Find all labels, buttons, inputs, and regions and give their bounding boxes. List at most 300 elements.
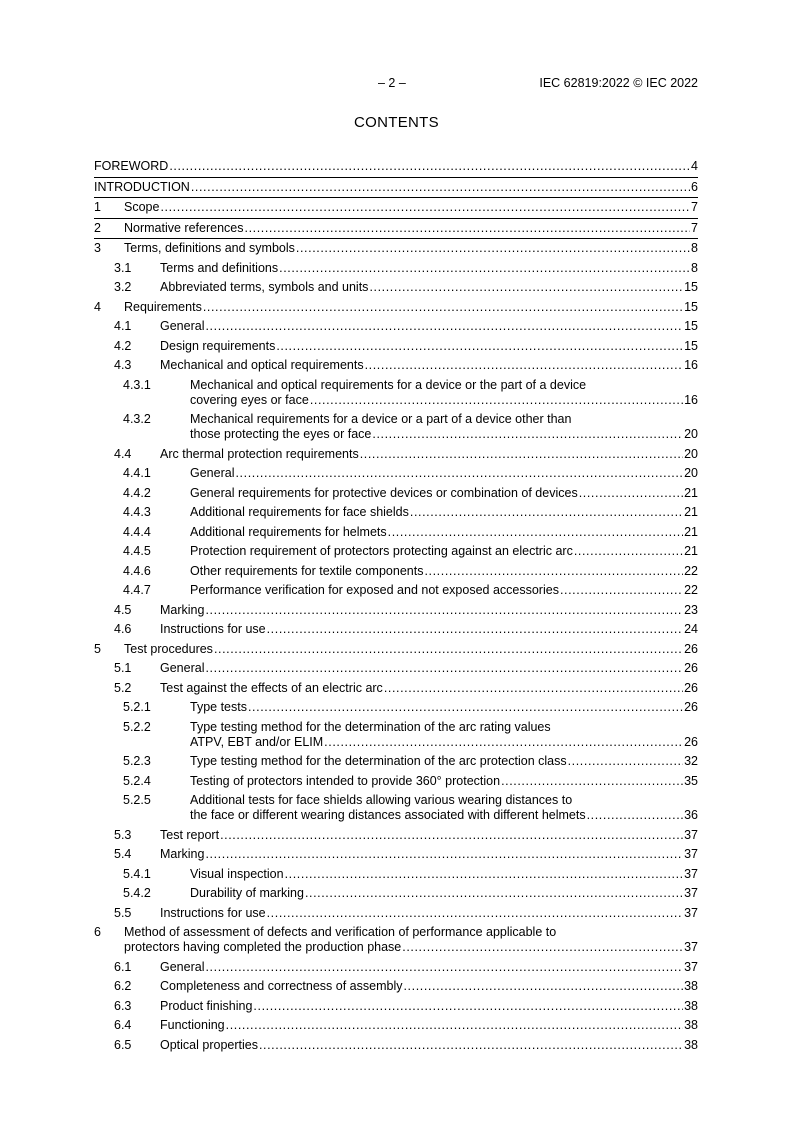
toc-entry-body — [190, 886, 698, 901]
toc-entry[interactable] — [94, 640, 698, 660]
toc-entry-number: 4.4.6 — [123, 563, 151, 578]
toc-entry[interactable] — [94, 679, 698, 699]
toc-entry[interactable] — [94, 698, 698, 718]
toc-entry-body — [190, 412, 698, 442]
toc-entry-title: General — [160, 319, 205, 333]
toc-entry-body — [160, 1018, 698, 1033]
toc-entry-leader-line — [190, 427, 698, 442]
toc-entry-number: 4.4 — [114, 446, 132, 461]
toc-entry-leader-line — [160, 261, 698, 276]
toc-entry-body — [160, 358, 698, 373]
toc-entry-number: 4.6 — [114, 622, 132, 636]
toc-entry-page: 4 — [691, 159, 698, 173]
toc-entry-body — [160, 906, 698, 921]
toc-entry-page: 37 — [684, 847, 698, 861]
toc-entry-leader-line — [190, 735, 698, 750]
toc-entry-page: 6 — [691, 179, 698, 194]
toc-entry-body — [190, 486, 698, 501]
toc-entry[interactable] — [94, 376, 698, 411]
toc-entry-title: Type tests — [190, 700, 247, 714]
toc-entry-title: Terms and definitions — [160, 260, 279, 275]
toc-entry-title: Test against the effects of an electric arc — [160, 680, 383, 695]
dot-leader — [191, 180, 690, 195]
toc-entry-number: 5.2.5 — [123, 793, 151, 807]
dot-leader — [384, 681, 683, 696]
dot-leader — [276, 339, 683, 354]
toc-entry-title: Visual inspection — [190, 866, 284, 881]
dot-leader — [203, 300, 683, 315]
toc-entry-title: the face or different wearing distances associated with different helmets — [190, 808, 586, 822]
toc-entry-title-line1: Method of assessment of defects and verification of performance applicable to — [124, 925, 557, 939]
toc-entry-title-line1: Mechanical and optical requirements for a device or the part of a device — [190, 377, 587, 392]
toc-entry-leader-line — [124, 940, 698, 955]
toc-entry-leader-line — [94, 159, 698, 174]
toc-entry-number: 4.3.2 — [123, 412, 151, 426]
toc-entry-number: 4.3.1 — [123, 377, 151, 392]
toc-entry-page: 20 — [684, 446, 698, 461]
toc-entry[interactable] — [94, 410, 698, 445]
dot-leader — [369, 280, 683, 295]
toc-entry-leader-line — [190, 393, 698, 408]
toc-entry[interactable] — [94, 198, 698, 219]
toc-entry-body — [190, 583, 698, 598]
toc-entry[interactable] — [94, 620, 698, 640]
toc-entry-leader-line — [190, 525, 698, 540]
toc-entry-body — [124, 300, 698, 315]
toc-entry-leader-line — [124, 200, 698, 215]
toc-entry-number: 4.3 — [114, 358, 132, 372]
toc-entry-title: Product finishing — [160, 998, 253, 1013]
toc-entry-leader-line — [160, 906, 698, 921]
toc-entry-leader-line — [160, 1018, 698, 1033]
toc-entry-body — [160, 1038, 698, 1053]
toc-entry-number: 6.5 — [114, 1037, 132, 1052]
toc-entry[interactable] — [94, 219, 698, 240]
toc-entry-page: 15 — [684, 299, 698, 314]
toc-entry-page: 21 — [684, 505, 698, 519]
toc-entry-leader-line — [160, 979, 698, 994]
dot-leader — [574, 544, 683, 559]
toc-entry-body — [160, 603, 698, 618]
toc-entry-body — [160, 828, 698, 843]
page-title: CONTENTS — [354, 114, 439, 131]
toc-entry[interactable] — [94, 581, 698, 601]
toc-entry-page: 8 — [691, 241, 698, 255]
toc-entry-page: 21 — [684, 524, 698, 539]
dot-leader — [560, 583, 683, 598]
dot-leader — [205, 847, 683, 862]
toc-entry[interactable] — [94, 157, 698, 178]
dot-leader — [501, 774, 683, 789]
toc-entry[interactable] — [94, 997, 698, 1017]
dot-leader — [205, 661, 683, 676]
toc-entry-number: 4.4.7 — [123, 583, 151, 597]
toc-entry-page: 37 — [684, 827, 698, 842]
toc-entry[interactable] — [94, 178, 698, 199]
toc-entry-leader-line — [190, 808, 698, 823]
toc-entry-page: 15 — [684, 280, 698, 294]
toc-entry-title-line1: Additional tests for face shields allowing various wearing distances to — [190, 793, 573, 807]
toc-entry-number: 3.1 — [114, 260, 132, 275]
toc-entry-page: 20 — [684, 466, 698, 480]
toc-entry[interactable] — [94, 298, 698, 318]
toc-entry-title: Arc thermal protection requirements — [160, 446, 359, 461]
toc-entry-page: 7 — [691, 200, 698, 214]
dot-leader — [169, 159, 690, 174]
dot-leader — [205, 319, 683, 334]
toc-entry-title: Marking — [160, 847, 205, 861]
toc-entry-number: 4 — [94, 299, 101, 314]
toc-entry[interactable] — [94, 752, 698, 772]
dot-leader — [388, 525, 683, 540]
toc-entry-page: 36 — [684, 808, 698, 822]
dot-leader — [424, 564, 683, 579]
toc-entry[interactable] — [94, 259, 698, 279]
toc-entry-page: 35 — [684, 773, 698, 788]
toc-entry-page: 16 — [684, 358, 698, 372]
toc-entry-page: 20 — [684, 427, 698, 441]
toc-entry-title: Terms, definitions and symbols — [124, 241, 295, 255]
toc-entry-body — [160, 319, 698, 334]
toc-entry-body — [124, 925, 698, 955]
toc-entry[interactable] — [94, 904, 698, 924]
toc-entry-leader-line — [190, 564, 698, 579]
toc-entry-title: Normative references — [124, 220, 244, 235]
toc-entry-leader-line — [190, 886, 698, 901]
toc-entry-page: 38 — [684, 979, 698, 993]
toc-entry[interactable] — [94, 923, 698, 958]
toc-entry-leader-line — [190, 700, 698, 715]
dot-leader — [568, 754, 684, 769]
toc-entry-page: 37 — [684, 866, 698, 881]
toc-entry-number: 5.2.1 — [123, 700, 151, 714]
toc-entry-title: Additional requirements for helmets — [190, 524, 387, 539]
toc-entry-title: Additional requirements for face shields — [190, 505, 409, 519]
toc-entry-body — [160, 447, 698, 462]
toc-entry[interactable] — [94, 542, 698, 562]
toc-entry-page: 15 — [684, 319, 698, 333]
toc-entry[interactable] — [94, 239, 698, 259]
toc-entry-body — [190, 505, 698, 520]
toc-entry-page: 21 — [684, 485, 698, 500]
dot-leader — [372, 427, 683, 442]
toc-entry[interactable] — [94, 317, 698, 337]
toc-entry-number: 5.5 — [114, 905, 132, 920]
dot-leader — [365, 358, 684, 373]
toc-entry-number: 5 — [94, 641, 101, 656]
toc-entry-title: Test procedures — [124, 641, 213, 656]
dot-leader — [305, 886, 683, 901]
toc-entry-body — [160, 622, 698, 637]
toc-entry-title: Test report — [160, 827, 220, 842]
toc-entry-page: 37 — [684, 940, 698, 954]
toc-entry-number: 4.4.2 — [123, 485, 151, 500]
toc-entry-page: 37 — [684, 959, 698, 974]
toc-entry-body — [190, 793, 698, 823]
toc-entry[interactable] — [94, 601, 698, 621]
toc-entry-title: covering eyes or face — [190, 392, 309, 407]
dot-leader — [259, 1038, 683, 1053]
toc-entry-leader-line — [160, 358, 698, 373]
toc-entry-number: 4.4.5 — [123, 544, 151, 558]
toc-entry-title: ATPV, EBT and/or ELIM — [190, 734, 324, 749]
dot-leader — [160, 200, 690, 215]
toc-entry[interactable] — [94, 445, 698, 465]
toc-entry-number: 6.4 — [114, 1018, 132, 1032]
toc-entry-title: Marking — [160, 602, 205, 617]
toc-entry-title-line1: Mechanical requirements for a device or a part of a device other than — [190, 412, 572, 426]
toc-entry-page: 24 — [684, 622, 698, 636]
toc-entry[interactable] — [94, 791, 698, 826]
toc-entry[interactable] — [94, 659, 698, 679]
dot-leader — [205, 960, 683, 975]
toc-entry-body — [190, 378, 698, 408]
toc-entry-title: Durability of marking — [190, 886, 304, 900]
toc-entry-body — [160, 960, 698, 975]
toc-entry-page: 26 — [684, 641, 698, 656]
toc-entry-leader-line — [94, 180, 698, 195]
toc-entry-title: Scope — [124, 200, 160, 214]
toc-entry-title: Design requirements — [160, 338, 276, 353]
toc-entry[interactable] — [94, 772, 698, 792]
toc-entry-page: 38 — [684, 998, 698, 1013]
toc-entry-number: 4.4.1 — [123, 466, 151, 480]
toc-entry-number: 4.4.3 — [123, 505, 151, 519]
toc-entry-leader-line — [160, 280, 698, 295]
toc-entry-title: protectors having completed the production phase — [124, 940, 402, 954]
toc-entry-leader-line — [124, 241, 698, 256]
toc-entry-title: Testing of protectors intended to provide 360° protection — [190, 773, 501, 788]
toc-entry[interactable] — [94, 562, 698, 582]
toc-entry-leader-line — [124, 300, 698, 315]
toc-entry-body — [160, 999, 698, 1014]
toc-entry-leader-line — [160, 603, 698, 618]
toc-entry-body — [160, 847, 698, 862]
toc-entry-body — [160, 280, 698, 295]
toc-entry-leader-line — [190, 466, 698, 481]
toc-entry-page: 38 — [684, 1018, 698, 1032]
toc-entry-title: Instructions for use — [160, 905, 266, 920]
toc-entry-leader-line — [190, 774, 698, 789]
dot-leader — [310, 393, 683, 408]
toc-entry-page: 37 — [684, 905, 698, 920]
dot-leader — [324, 735, 683, 750]
toc-entry-leader-line — [190, 486, 698, 501]
dot-leader — [245, 221, 691, 236]
toc-entry-page: 23 — [684, 602, 698, 617]
toc-entry[interactable] — [94, 503, 698, 523]
toc-entry-number: 4.5 — [114, 602, 132, 617]
toc-entry[interactable] — [94, 977, 698, 997]
toc-entry-number: 5.2.4 — [123, 773, 151, 788]
toc-entry-leader-line — [160, 847, 698, 862]
toc-entry-number: 1 — [94, 200, 101, 214]
toc-entry-leader-line — [124, 642, 698, 657]
toc-entry-number: 4.4.4 — [123, 524, 151, 539]
toc-entry-leader-line — [160, 339, 698, 354]
toc-entry[interactable] — [94, 845, 698, 865]
toc-entry-page: 26 — [684, 680, 698, 695]
toc-entry-title: Requirements — [124, 299, 202, 314]
toc-entry[interactable] — [94, 1016, 698, 1036]
toc-entry-title: Type testing method for the determination of the arc protection class — [190, 754, 567, 768]
toc-entry-page: 26 — [684, 734, 698, 749]
toc-entry-leader-line — [160, 661, 698, 676]
toc-entry[interactable] — [94, 337, 698, 357]
toc-entry-number: 3 — [94, 241, 101, 255]
dot-leader — [402, 940, 683, 955]
toc-entry-number: 4.1 — [114, 319, 132, 333]
dot-leader — [235, 466, 683, 481]
toc-entry-body — [160, 681, 698, 696]
toc-entry-body — [160, 261, 698, 276]
toc-entry-page: 16 — [684, 392, 698, 407]
toc-entry-body — [160, 339, 698, 354]
dot-leader — [285, 867, 684, 882]
toc-entry[interactable] — [94, 523, 698, 543]
toc-entry-leader-line — [160, 828, 698, 843]
toc-entry-body — [160, 661, 698, 676]
toc-entry-page: 15 — [684, 338, 698, 353]
toc-entry-body — [190, 867, 698, 882]
toc-entry-body — [190, 774, 698, 789]
toc-entry[interactable] — [94, 865, 698, 885]
toc-entry-leader-line — [160, 960, 698, 975]
toc-entry-number: 6 — [94, 925, 101, 939]
toc-entry-title: Performance verification for exposed and not exposed accessories — [190, 583, 559, 597]
toc-entry-page: 32 — [684, 754, 698, 768]
toc-entry-body — [124, 221, 698, 236]
toc-entry-title: INTRODUCTION — [94, 179, 190, 194]
toc-entry-leader-line — [160, 447, 698, 462]
dot-leader — [214, 642, 683, 657]
toc-entry[interactable] — [94, 464, 698, 484]
toc-entry-title: General — [190, 466, 235, 480]
toc-entry-leader-line — [190, 583, 698, 598]
toc-entry[interactable] — [94, 958, 698, 978]
toc-entry-title: Completeness and correctness of assembly — [160, 979, 403, 993]
toc-entry-title: Other requirements for textile components — [190, 563, 424, 578]
dot-leader — [296, 241, 690, 256]
toc-entry-body — [190, 466, 698, 481]
toc-entry-title: Instructions for use — [160, 622, 266, 636]
toc-entry-title: Abbreviated terms, symbols and units — [160, 280, 369, 294]
toc-entry-body — [190, 754, 698, 769]
dot-leader — [360, 447, 683, 462]
toc-entry[interactable] — [94, 484, 698, 504]
toc-entry-number: 6.1 — [114, 959, 132, 974]
dot-leader — [220, 828, 683, 843]
toc-entry-title: those protecting the eyes or face — [190, 427, 372, 441]
table-of-contents — [94, 157, 698, 1055]
toc-entry-leader-line — [190, 544, 698, 559]
toc-entry-body — [190, 700, 698, 715]
toc-entry-number: 5.3 — [114, 827, 132, 842]
toc-entry-page: 22 — [684, 563, 698, 578]
toc-entry-leader-line — [160, 1038, 698, 1053]
toc-entry-number: 6.2 — [114, 979, 132, 993]
toc-entry-body — [190, 544, 698, 559]
toc-entry-page: 38 — [684, 1037, 698, 1052]
dot-leader — [267, 622, 683, 637]
toc-entry[interactable] — [94, 356, 698, 376]
toc-entry-leader-line — [190, 505, 698, 520]
toc-entry-leader-line — [160, 622, 698, 637]
toc-entry-leader-line — [124, 221, 698, 236]
dot-leader — [205, 603, 683, 618]
toc-entry-body — [94, 159, 698, 174]
toc-entry-page: 22 — [684, 583, 698, 597]
toc-entry-page: 37 — [684, 886, 698, 900]
toc-entry-number: 2 — [94, 220, 101, 235]
page-number: – 2 – — [378, 76, 406, 90]
toc-entry-number: 5.2.2 — [123, 719, 151, 734]
toc-entry-body — [190, 525, 698, 540]
toc-entry-title: Protection requirement of protectors protecting against an electric arc — [190, 544, 573, 558]
toc-entry-number: 6.3 — [114, 998, 132, 1013]
toc-entry-title: FOREWORD — [94, 159, 169, 173]
standard-reference: IEC 62819:2022 © IEC 2022 — [539, 76, 698, 90]
toc-entry-body — [190, 564, 698, 579]
toc-entry-body — [160, 979, 698, 994]
dot-leader — [279, 261, 690, 276]
toc-entry-body — [124, 642, 698, 657]
page-header — [94, 76, 698, 92]
dot-leader — [226, 1018, 683, 1033]
toc-entry-page: 7 — [691, 220, 698, 235]
dot-leader — [248, 700, 683, 715]
toc-entry-number: 5.1 — [114, 661, 132, 675]
toc-entry-title: Mechanical and optical requirements — [160, 358, 364, 372]
toc-entry-page: 26 — [684, 700, 698, 714]
toc-entry-number: 4.2 — [114, 338, 132, 353]
toc-entry-body — [124, 200, 698, 215]
dot-leader — [579, 486, 683, 501]
toc-entry[interactable] — [94, 826, 698, 846]
toc-entry-title: Optical properties — [160, 1037, 258, 1052]
toc-entry-leader-line — [160, 319, 698, 334]
toc-entry-body — [190, 720, 698, 750]
toc-entry-body — [94, 180, 698, 195]
toc-entry-number: 5.2 — [114, 680, 132, 695]
toc-entry-page: 26 — [684, 661, 698, 675]
toc-entry-page: 8 — [691, 260, 698, 275]
dot-leader — [587, 808, 684, 823]
toc-entry[interactable] — [94, 718, 698, 753]
toc-entry-title: Functioning — [160, 1018, 225, 1032]
dot-leader — [267, 906, 683, 921]
toc-entry-number: 5.4.1 — [123, 866, 151, 881]
toc-entry-number: 5.2.3 — [123, 754, 151, 768]
dot-leader — [403, 979, 683, 994]
toc-entry-title: General — [160, 661, 205, 675]
toc-entry-title: General requirements for protective devices or combination of devices — [190, 485, 578, 500]
toc-entry-leader-line — [160, 999, 698, 1014]
toc-entry[interactable] — [94, 278, 698, 298]
toc-entry-number: 5.4.2 — [123, 886, 151, 900]
toc-entry-leader-line — [190, 754, 698, 769]
toc-entry-body — [124, 241, 698, 256]
toc-entry-page: 21 — [684, 544, 698, 558]
toc-entry[interactable] — [94, 884, 698, 904]
toc-entry[interactable] — [94, 1036, 698, 1056]
toc-entry-title-line1: Type testing method for the determination of the arc rating values — [190, 719, 551, 734]
dot-leader — [410, 505, 683, 520]
dot-leader — [253, 999, 683, 1014]
toc-entry-leader-line — [160, 681, 698, 696]
toc-entry-number: 5.4 — [114, 847, 132, 861]
toc-entry-leader-line — [190, 867, 698, 882]
